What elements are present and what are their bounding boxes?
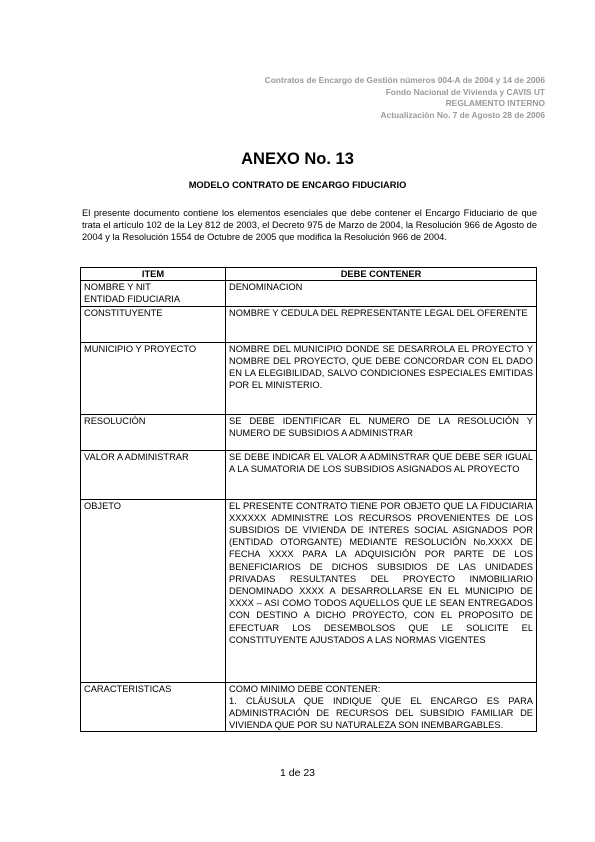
contract-elements-table: [80, 267, 537, 732]
page-subtitle: MODELO CONTRATO DE ENCARGO FIDUCIARIO: [188, 180, 407, 190]
column-header-item: ITEM: [81, 268, 226, 281]
row-content: [226, 682, 537, 732]
table-row: [81, 499, 537, 682]
table-row: [81, 450, 537, 499]
header-line-regulation: REGLAMENTO INTERNO: [445, 98, 545, 108]
header-line-fund: Fondo Nacional de Vivienda y CAVIS UT: [385, 86, 545, 97]
table-row: [81, 342, 537, 414]
header-line-update: Actualizaciòn No. 7 de Agosto 28 de 2006: [380, 109, 545, 120]
row-content: NOMBRE DEL MUNICIPIO DONDE SE DESARROLA EL PROYECTO Y NOMBRE DEL PROYECTO, QUE DEBE CONCORDAR CON EL DADO EN LA ELEGIBILIDAD, SALVO CONDICIONES ESPECIALES EMITIDAS POR EL MINISTERIO.: [226, 342, 537, 414]
row-item: OBJETO: [81, 499, 226, 682]
row-content: NOMBRE Y CEDULA DEL REPRESENTANTE LEGAL DEL OFERENTE: [226, 306, 537, 342]
row-item-line: NOMBRE Y NIT: [84, 282, 151, 293]
row-content-line: 1. CLÁUSULA QUE INDIQUE QUE EL ENCARGO ES PARA ADMINISTRACIÓN DE RECURSOS DEL SUBSIDIO FAMILIAR DE VIVIENDA QUE POR SU NATURALEZA SON INEMBARGABLES.: [229, 695, 533, 731]
intro-paragraph: El presente documento contiene los elementos esenciales que debe contener el Encargo Fiduciario de que trata el artículo 102 de la Ley 812 de 2003, el Decreto 975 de Marzo de 2004, la Resolución 966 de Agosto de 2004 y la Resolución 1554 de Octubre de 2005 que modifica la Resolución 966 de 2004.: [82, 208, 537, 243]
row-item-line: ENTIDAD FIDUCIARIA: [84, 294, 181, 305]
header-line-contracts: Contratos de Encargo de Gestión números 004-A de 2004 y 14 de 2006: [264, 75, 545, 85]
row-item: MUNICIPIO Y PROYECTO: [81, 342, 226, 414]
table-row: [81, 414, 537, 450]
table-row: [81, 682, 537, 732]
row-content: DENOMINACION: [226, 281, 537, 306]
column-header-content: DEBE CONTENER: [226, 268, 537, 281]
row-content: SE DEBE IDENTIFICAR EL NUMERO DE LA RESOLUCIÓN Y NUMERO DE SUBSIDIOS A ADMINISTRAR: [226, 414, 537, 450]
document-header: [85, 75, 545, 121]
page-number: 1 de 23: [279, 767, 316, 779]
page-title: ANEXO No. 13: [241, 150, 354, 168]
row-item: CONSTITUYENTE: [81, 306, 226, 342]
table-header-row: [81, 268, 537, 281]
row-item: VALOR A ADMINISTRAR: [81, 450, 226, 499]
row-content: EL PRESENTE CONTRATO TIENE POR OBJETO QUE LA FIDUCIARIA XXXXXX ADMINISTRE LOS RECURSOS PROVENIENTES DE LOS SUBSIDIOS DE VIVIENDA DE INTERES SOCIAL ASIGNADOS POR (ENTIDAD OTORGANTE) MEDIANTE RESOLUCIÓN No.XXXX DE FECHA XXXX PARA LA ADQUISICIÓN POR PARTE DE LOS BENEFICIARIOS DE DICHOS SUBSIDIOS DE LAS UNIDADES PRIVADAS RESULTANTES DEL PROYECTO INMOBILIARIO DENOMINADO XXXX A DESARROLLARSE EN EL MUNICIPIO DE XXXX – ASI COMO TODOS AQUELLOS QUE LE SEAN ENTREGADOS CON DESTINO A DICHO PROYECTO, CON EL PROPOSITO DE EFECTUAR LOS DESEMBOLSOS QUE LE SOLICITE EL CONSTITUYENTE AJUSTADOS A LAS NORMAS VIGENTES: [226, 499, 537, 682]
row-content-line: COMO MINIMO DEBE CONTENER:: [229, 683, 381, 694]
row-item: CARACTERISTICAS: [81, 682, 226, 732]
row-item: RESOLUCIÓN: [81, 414, 226, 450]
table-row: [81, 306, 537, 342]
table-row: [81, 281, 537, 306]
row-content: SE DEBE INDICAR EL VALOR A ADMINSTRAR QUE DEBE SER IGUAL A LA SUMATORIA DE LOS SUBSIDIOS ASIGNADOS AL PROYECTO: [226, 450, 537, 499]
row-item: [81, 281, 226, 306]
